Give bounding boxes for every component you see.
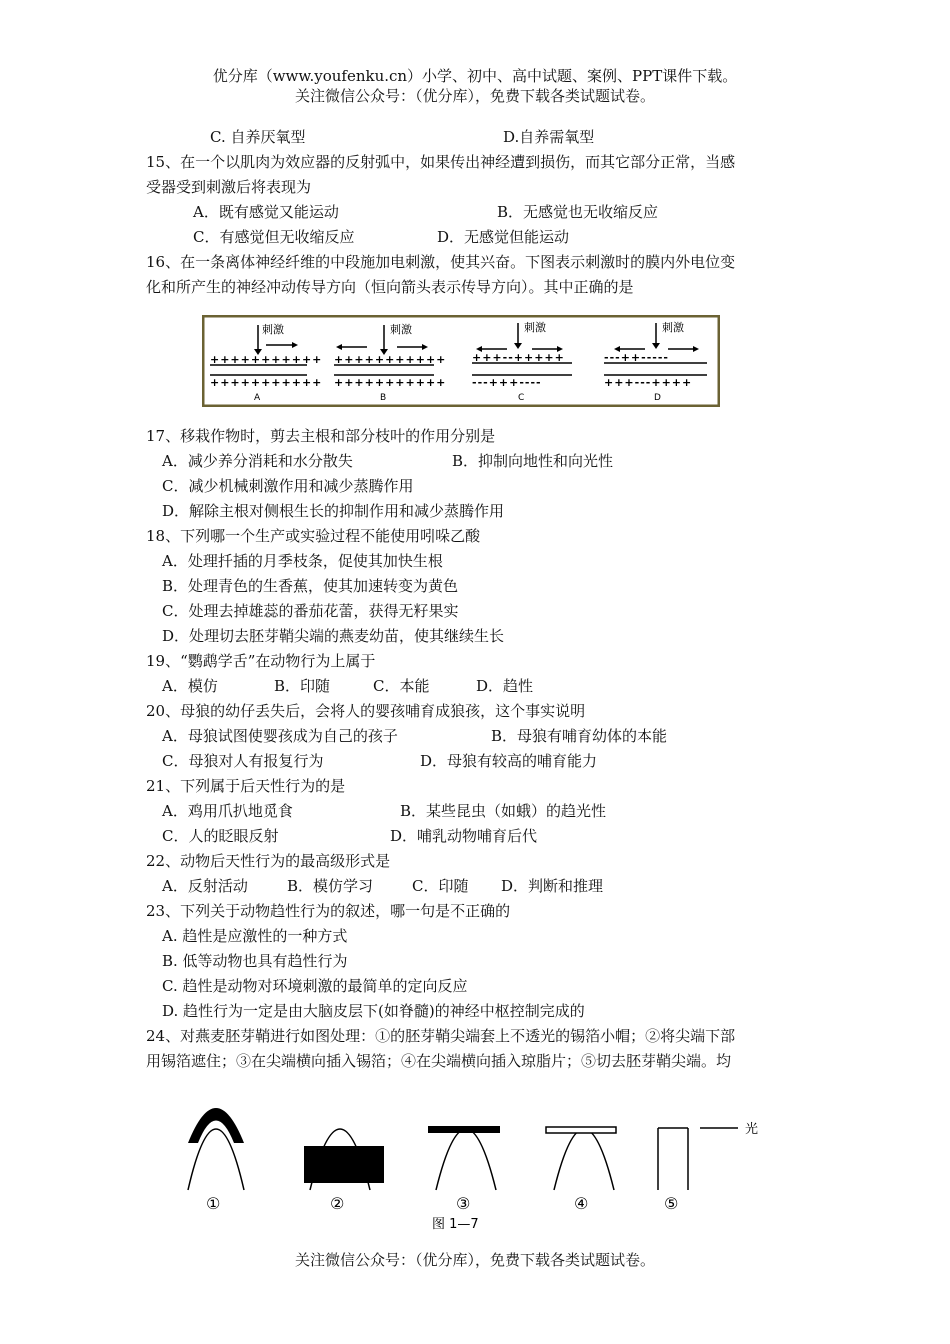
panel-label-b: B: [380, 393, 387, 403]
q18-option-d: D．处理切去胚芽鞘尖端的燕麦幼苗，使其继续生长: [162, 627, 505, 645]
panel-label-a: A: [254, 393, 261, 403]
label-3: ③: [456, 1194, 471, 1213]
q15-stem-line1: 15、在一个以肌肉为效应器的反射弧中，如果传出神经遭到损伤，而其它部分正常，当感: [146, 153, 736, 171]
q14-option-d: D.自养需氧型: [503, 128, 595, 146]
q23-option-c: C. 趋性是动物对环境刺激的最简单的定向反应: [162, 977, 468, 995]
q24-stem-line1: 24、对燕麦胚芽鞘进行如图处理：①的胚芽鞘尖端套上不透光的锡箔小帽；②将尖端下部: [146, 1027, 736, 1045]
foil-cap: [188, 1108, 244, 1143]
q19-option-b: B．印随: [274, 677, 331, 695]
q15-option-b: B．无感觉也无收缩反应: [497, 203, 659, 221]
q19-option-a: A．模仿: [162, 677, 218, 695]
svg-text:---+++----: ---+++----: [472, 376, 542, 389]
svg-text:+++++++++++: +++++++++++: [210, 353, 323, 366]
q20-option-b: B．母狼有哺育幼体的本能: [491, 727, 668, 745]
svg-text:+++++++++++: +++++++++++: [334, 353, 447, 366]
label-4: ④: [574, 1194, 589, 1213]
q22-option-b: B．模仿学习: [287, 877, 374, 895]
svg-text:+++---++++: +++---++++: [604, 376, 693, 389]
q23-option-d: D. 趋性行为一定是由大脑皮层下(如脊髓)的神经中枢控制完成的: [162, 1002, 585, 1020]
stimulus-label-a: 刺激: [262, 323, 284, 336]
svg-text:---++-----: ---++-----: [604, 351, 669, 364]
q21-option-c: C．人的眨眼反射: [162, 827, 279, 845]
q16-stem-line1: 16、在一条离体神经纤维的中段施加电刺激，使其兴奋。下图表示刺激时的膜内外电位变: [146, 253, 736, 271]
coleoptile-2: [304, 1129, 384, 1213]
q15-option-a: A．既有感觉又能运动: [193, 203, 339, 221]
q19-stem: 19、“鹦鹉学舌”在动物行为上属于: [146, 652, 376, 670]
q21-option-b: B．某些昆虫（如蛾）的趋光性: [400, 802, 607, 820]
site-header-line1: 优分库（www.youfenku.cn）小学、初中、高中试题、案例、PPT课件下载。: [212, 67, 738, 85]
label-1: ①: [206, 1194, 221, 1213]
coleoptile-4: [546, 1127, 616, 1213]
q18-option-c: C．处理去掉雄蕊的番茄花蕾，获得无籽果实: [162, 602, 459, 620]
label-5: ⑤: [664, 1194, 679, 1213]
q24-stem-line2: 用锡箔遮住；③在尖端横向插入锡箔；④在尖端横向插入琼脂片；⑤切去胚芽鞘尖端。均: [146, 1052, 732, 1070]
q22-option-c: C．印随: [412, 877, 469, 895]
coleoptile-figure: [180, 1098, 780, 1233]
q15-stem-line2: 受器受到刺激后将表现为: [146, 178, 312, 196]
q23-stem: 23、下列关于动物趋性行为的叙述，哪一句是不正确的: [146, 902, 511, 920]
q20-stem: 20、母狼的幼仔丢失后，会将人的婴孩哺育成狼孩，这个事实说明: [146, 702, 586, 720]
q20-option-d: D．母狼有较高的哺育能力: [420, 752, 598, 770]
q14-option-c: C. 自养厌氧型: [210, 128, 306, 146]
q17-option-d: D．解除主根对侧根生长的抑制作用和减少蒸腾作用: [162, 502, 505, 520]
panel-label-c: C: [518, 393, 525, 403]
q22-stem: 22、动物后天性行为的最高级形式是: [146, 852, 391, 870]
q22-option-a: A．反射活动: [162, 877, 248, 895]
label-2: ②: [330, 1194, 345, 1213]
q23-option-b: B. 低等动物也具有趋性行为: [162, 952, 348, 970]
svg-text:+++--+++++: +++--+++++: [472, 351, 565, 364]
agar-block: [546, 1127, 616, 1133]
svg-text:+++++++++++: +++++++++++: [210, 376, 323, 389]
stimulus-label-b: 刺激: [390, 323, 412, 336]
q18-option-b: B．处理青色的生香蕉，使其加速转变为黄色: [162, 577, 459, 595]
q18-stem: 18、下列哪一个生产或实验过程不能使用吲哚乙酸: [146, 527, 481, 545]
q18-option-a: A．处理扦插的月季枝条，促使其加快生根: [162, 552, 443, 570]
q15-option-c: C．有感觉但无收缩反应: [193, 228, 355, 246]
q17-stem: 17、移栽作物时，剪去主根和部分枝叶的作用分别是: [146, 427, 496, 445]
q21-option-a: A．鸡用爪扒地觅食: [162, 802, 293, 820]
stimulus-label-d: 刺激: [662, 321, 684, 334]
figure-caption: 图 1—7: [432, 1217, 479, 1232]
q21-option-d: D．哺乳动物哺育后代: [390, 827, 538, 845]
coleoptile-1: [188, 1108, 244, 1213]
q21-stem: 21、下列属于后天性行为的是: [146, 777, 346, 795]
light-label: 光: [745, 1122, 759, 1137]
site-header-line2: 关注微信公众号：（优分库），免费下载各类试题试卷。: [294, 87, 655, 105]
q17-option-a: A．减少养分消耗和水分散失: [162, 452, 353, 470]
panel-label-d: D: [654, 393, 661, 403]
coleoptile-5: [658, 1121, 758, 1213]
foil-sheet: [428, 1126, 500, 1133]
q19-option-d: D．趋性: [476, 677, 534, 695]
q17-option-c: C．减少机械刺激作用和减少蒸腾作用: [162, 477, 414, 495]
q20-option-a: A．母狼试图使婴孩成为自己的孩子: [162, 727, 398, 745]
q17-option-b: B．抑制向地性和向光性: [452, 452, 614, 470]
stimulus-label-c: 刺激: [524, 321, 546, 334]
svg-text:+++++++++++: +++++++++++: [334, 376, 447, 389]
q23-option-a: A. 趋性是应激性的一种方式: [162, 927, 348, 945]
q16-stem-line2: 化和所产生的神经冲动传导方向（恒向箭头表示传导方向）。其中正确的是: [146, 278, 634, 296]
q20-option-c: C．母狼对人有报复行为: [162, 752, 324, 770]
site-footer: 关注微信公众号：（优分库），免费下载各类试题试卷。: [294, 1251, 655, 1269]
q15-option-d: D．无感觉但能运动: [437, 228, 570, 246]
foil-sleeve: [304, 1146, 384, 1183]
q19-option-c: C．本能: [373, 677, 430, 695]
q22-option-d: D．判断和推理: [501, 877, 604, 895]
nerve-fiber-figure: [202, 315, 720, 407]
coleoptile-3: [428, 1126, 500, 1213]
